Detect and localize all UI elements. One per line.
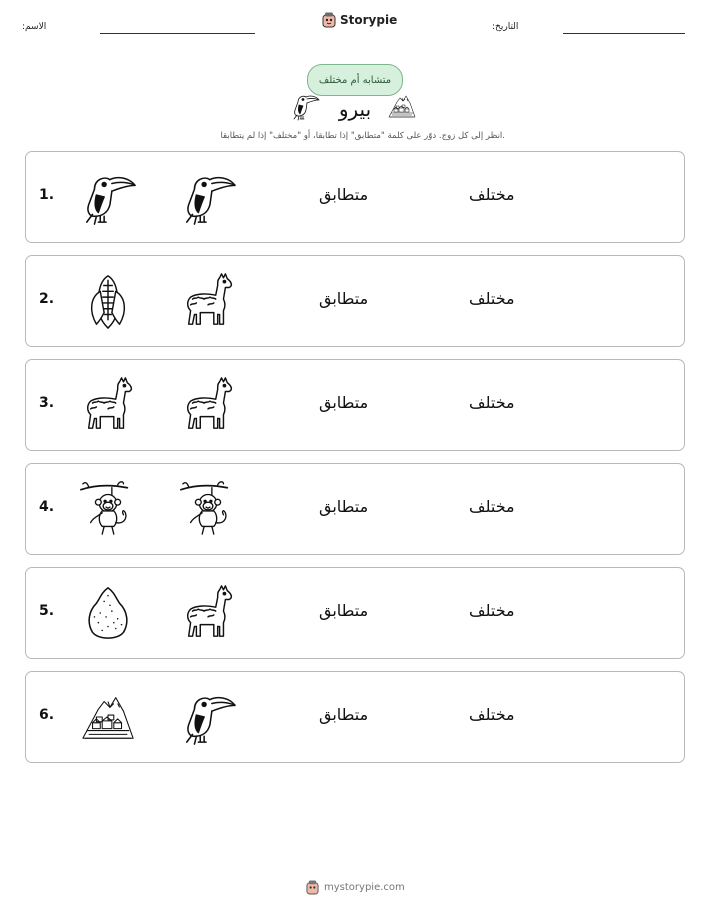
- name-label: :الاسم: [22, 22, 47, 32]
- llama-icon: [179, 272, 237, 330]
- question-row: [25, 255, 685, 347]
- monkey-icon: [79, 480, 137, 538]
- toucan-icon: [179, 688, 237, 746]
- different-option[interactable]: مختلف: [469, 497, 515, 516]
- question-number: 2.: [39, 291, 55, 307]
- brand-logo: [322, 12, 397, 28]
- question-number: 6.: [39, 707, 55, 723]
- question-row: [25, 567, 685, 659]
- toucan-icon: [79, 168, 137, 226]
- different-option[interactable]: مختلف: [469, 185, 515, 204]
- question-number: 1.: [39, 187, 55, 203]
- brand-name: Storypie: [340, 13, 398, 27]
- name-line[interactable]: [100, 33, 255, 34]
- corn-icon: [79, 272, 137, 330]
- same-option[interactable]: متطابق: [319, 289, 369, 308]
- page-title: بيرو: [338, 97, 372, 121]
- different-option[interactable]: مختلف: [469, 705, 515, 724]
- footer-url[interactable]: mystorypie.com: [324, 882, 405, 893]
- date-label: :التاريخ: [492, 22, 519, 32]
- question-row: [25, 463, 685, 555]
- llama-icon: [179, 584, 237, 642]
- question-number: 4.: [39, 499, 55, 515]
- instructions: انظر إلى كل زوج. دوّر على كلمة "متطابق" إذا تطابقا، أو "مختلف" إذا لم يتطابقا.: [220, 131, 505, 141]
- pear-icon: [79, 584, 137, 642]
- storypie-mascot-icon: [322, 12, 336, 28]
- toucan-icon: [179, 168, 237, 226]
- machu-picchu-icon: [79, 688, 137, 746]
- question-number: 5.: [39, 603, 55, 619]
- different-option[interactable]: مختلف: [469, 289, 515, 308]
- footer: [306, 880, 405, 895]
- toucan-icon: [290, 91, 320, 121]
- same-option[interactable]: متطابق: [319, 185, 369, 204]
- different-option[interactable]: مختلف: [469, 601, 515, 620]
- question-number: 3.: [39, 395, 55, 411]
- same-option[interactable]: متطابق: [319, 497, 369, 516]
- question-row: [25, 359, 685, 451]
- monkey-icon: [179, 480, 237, 538]
- different-option[interactable]: مختلف: [469, 393, 515, 412]
- llama-icon: [179, 376, 237, 434]
- machu-picchu-icon: [386, 91, 418, 121]
- date-line[interactable]: [563, 33, 685, 34]
- same-option[interactable]: متطابق: [319, 705, 369, 724]
- question-row: [25, 671, 685, 763]
- llama-icon: [79, 376, 137, 434]
- same-option[interactable]: متطابق: [319, 601, 369, 620]
- activity-type-pill: متشابه أم مختلف: [307, 64, 403, 96]
- same-option[interactable]: متطابق: [319, 393, 369, 412]
- question-row: [25, 151, 685, 243]
- storypie-mascot-icon: [306, 880, 319, 895]
